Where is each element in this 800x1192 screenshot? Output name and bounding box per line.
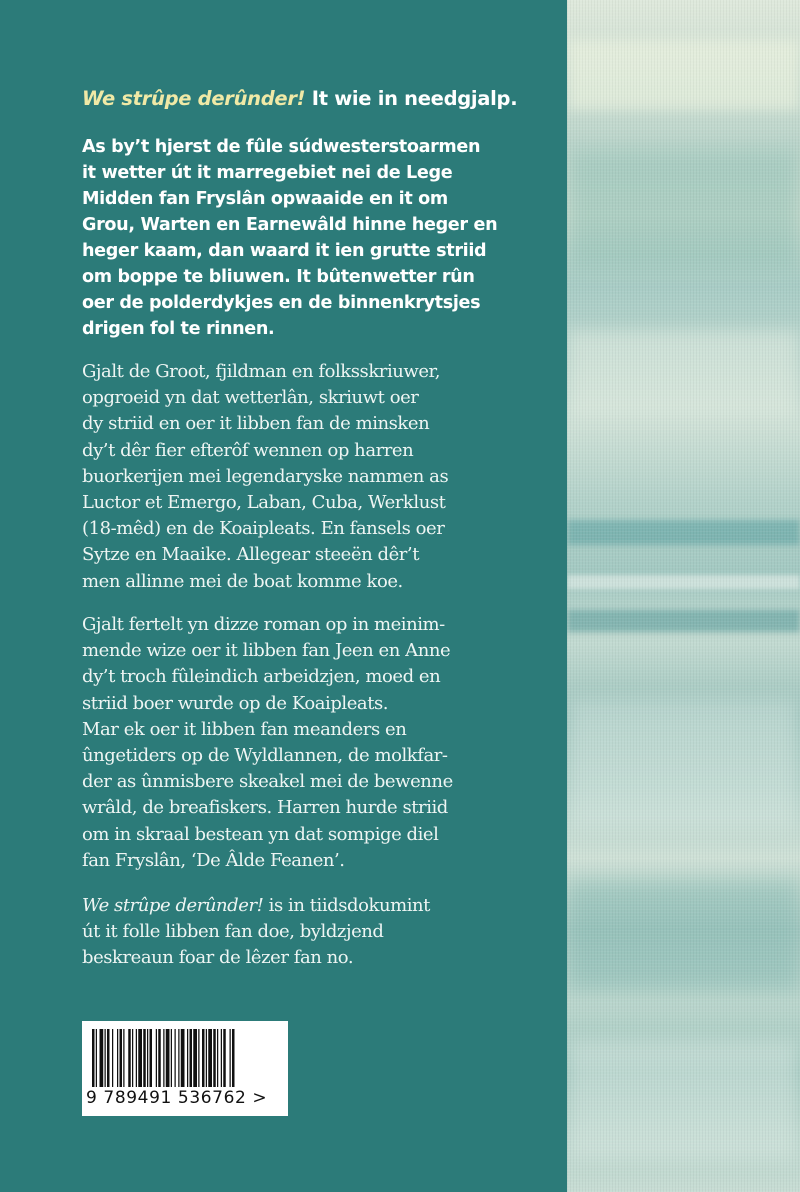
barcode-bar — [198, 1029, 199, 1087]
barcode-bar — [132, 1029, 133, 1087]
tagline-text: It wie in needgjalp. — [305, 87, 518, 110]
barcode-bar — [136, 1029, 137, 1087]
barcode-bar — [158, 1029, 161, 1087]
barcode-bar — [120, 1029, 123, 1087]
barcode-bar — [105, 1029, 106, 1087]
closing-title: We strûpe derûnder! — [82, 895, 264, 916]
barcode-bar — [147, 1029, 148, 1087]
barcode-bar — [190, 1029, 193, 1087]
barcode-bar — [92, 1029, 95, 1087]
barcode-bar — [230, 1029, 231, 1087]
canvas-texture — [567, 0, 800, 1192]
barcode-bar — [112, 1029, 113, 1087]
body-paragraph-2: Gjalt fertelt yn dizze roman op in meinim- mende wize oer it libben fan Jeen en Anne dy’t troch fûleindich arbeidzjen, moed en striid boer wurde op de Koaipleats. Mar ek oer it libben fan meanders en ûngetiders op de Wyldlannen, de molkfar- der as ûnmisbere skeakel mei de bewenne wrâld, de breafiskers. Harren hurde striid om in skraal bestean yn dat sompige diel fan Fryslân, ‘De Âlde Feanen’. — [82, 614, 453, 871]
barcode-bar — [206, 1029, 207, 1087]
barcode-bar — [138, 1029, 142, 1087]
barcode-bar — [150, 1029, 153, 1087]
barcode-bar — [217, 1029, 218, 1087]
barcode-bar — [193, 1029, 197, 1087]
tagline-title: We strûpe derûnder! — [82, 87, 306, 110]
closing-text: is in tiidsdokumint út it folle libben fan doe, byldzjend beskreaun foar de lêzer fan no. — [82, 895, 430, 969]
barcode-bar — [107, 1029, 110, 1087]
barcode-bar — [156, 1029, 157, 1087]
isbn-number: 9 789491 536762 > — [86, 1088, 268, 1108]
barcode-bar — [223, 1029, 226, 1087]
lead-paragraph: As by’t hjerst de fûle súdwesterstoarmen it wetter út it marregebiet nei de Lege Midden fan Fryslân opwaaide en it om Grou, Warten en Earnewâld hinne heger en heger kaam, dan waard it ien grutte striid om boppe te bliuwen. It bûtenwetter rûn oer de polderdykjes en de binnenkrytsjes drigen fol te rinnen. — [82, 137, 498, 339]
barcode-bar — [123, 1029, 124, 1087]
barcode-bar — [221, 1029, 222, 1087]
isbn-barcode — [82, 1021, 288, 1116]
barcode-bar — [163, 1029, 164, 1087]
barcode-bar — [202, 1029, 205, 1087]
body-paragraph-3 — [82, 893, 560, 972]
barcode-bar — [128, 1029, 131, 1087]
painting-strip — [567, 0, 800, 1192]
barcode-bar — [96, 1029, 97, 1087]
barcode-bar — [178, 1029, 179, 1087]
barcode-bar — [143, 1029, 146, 1087]
barcode-bar — [166, 1029, 170, 1087]
barcode-bar — [171, 1029, 172, 1087]
barcode-bar — [181, 1029, 185, 1087]
tagline — [82, 86, 560, 112]
barcode-bar — [175, 1029, 176, 1087]
barcode-bar — [213, 1029, 216, 1087]
barcode-bar — [100, 1029, 104, 1087]
barcode-bar — [117, 1029, 118, 1087]
barcode-bar — [232, 1029, 235, 1087]
body-paragraph-1: Gjalt de Groot, fjildman en folksskriuwer, opgroeid yn dat wetterlân, skriuwt oer dy striid en oer it libben fan de minsken dy’t dêr fier efterôf wennen op harren buorkerijen mei legendaryske nammen as Luctor et Emergo, Laban, Cuba, Werklust (18-mêd) en de Koaipleats. En fansels oer Sytze en Maaike. Allegear steeën dêr’t men allinne mei de boat komme koe. — [82, 361, 449, 592]
barcode-bar — [187, 1029, 188, 1087]
barcode-bar — [208, 1029, 212, 1087]
barcode-bars — [82, 1021, 288, 1089]
